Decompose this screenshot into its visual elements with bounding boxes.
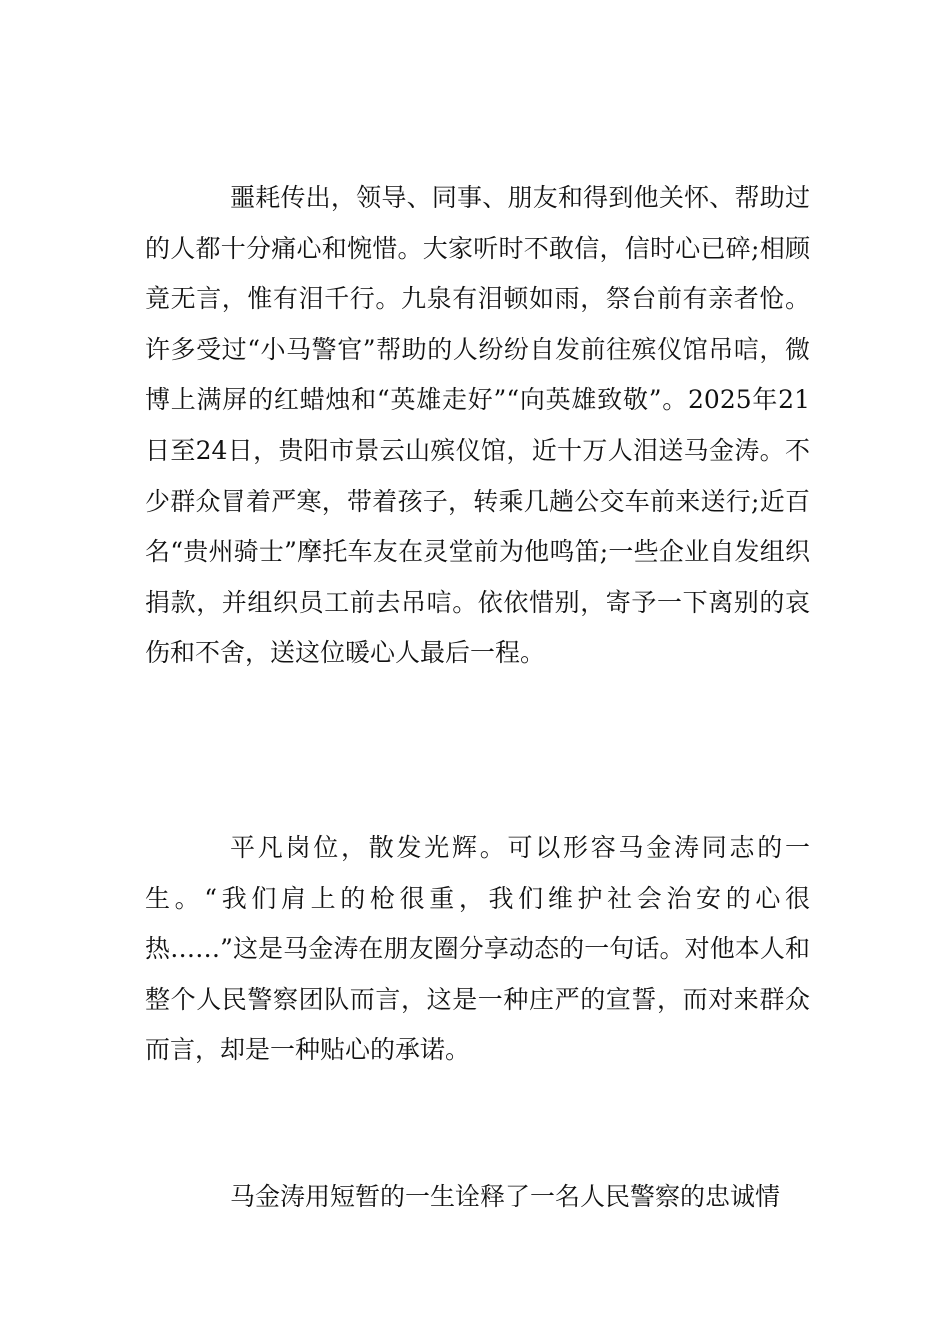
- paragraph-loyalty: 马金涛用短暂的一生诠释了一名人民警察的忠诚情: [230, 1182, 781, 1211]
- paragraph-mourning: 噩耗传出，领导、同事、朋友和得到他关怀、帮助过的人都十分痛心和惋惜。大家听时不敢信，信时心已碎;相顾竟无言，惟有泪千行。九泉有泪顿如雨，祭台前有亲者怆。许多受过“小马警官”帮助的人纷纷自发前往殡仪馆吊唁，微博上满屏的红蜡烛和“英雄走好”“向英雄致敬”。2025年21日至24日，贵阳市景云山殡仪馆，近十万人泪送马金涛。不少群众冒着严寒，带着孩子，转乘几趟公交车前来送行;近百名“贵州骑士”摩托车友在灵堂前为他鸣笛;一些企业自发组织捐款，并组织员工前去吊唁。依依惜别，寄予一下离别的哀伤和不舍，送这位暖心人最后一程。: [145, 183, 810, 668]
- paragraph-ordinary-post: 平凡岗位，散发光辉。可以形容马金涛同志的一生。“我们肩上的枪很重，我们维护社会治安的心很热……”这是马金涛在朋友圈分享动态的一句话。对他本人和整个人民警察团队而言，这是一种庄严的宣誓，而对来群众而言，却是一种贴心的承诺。: [145, 833, 810, 1065]
